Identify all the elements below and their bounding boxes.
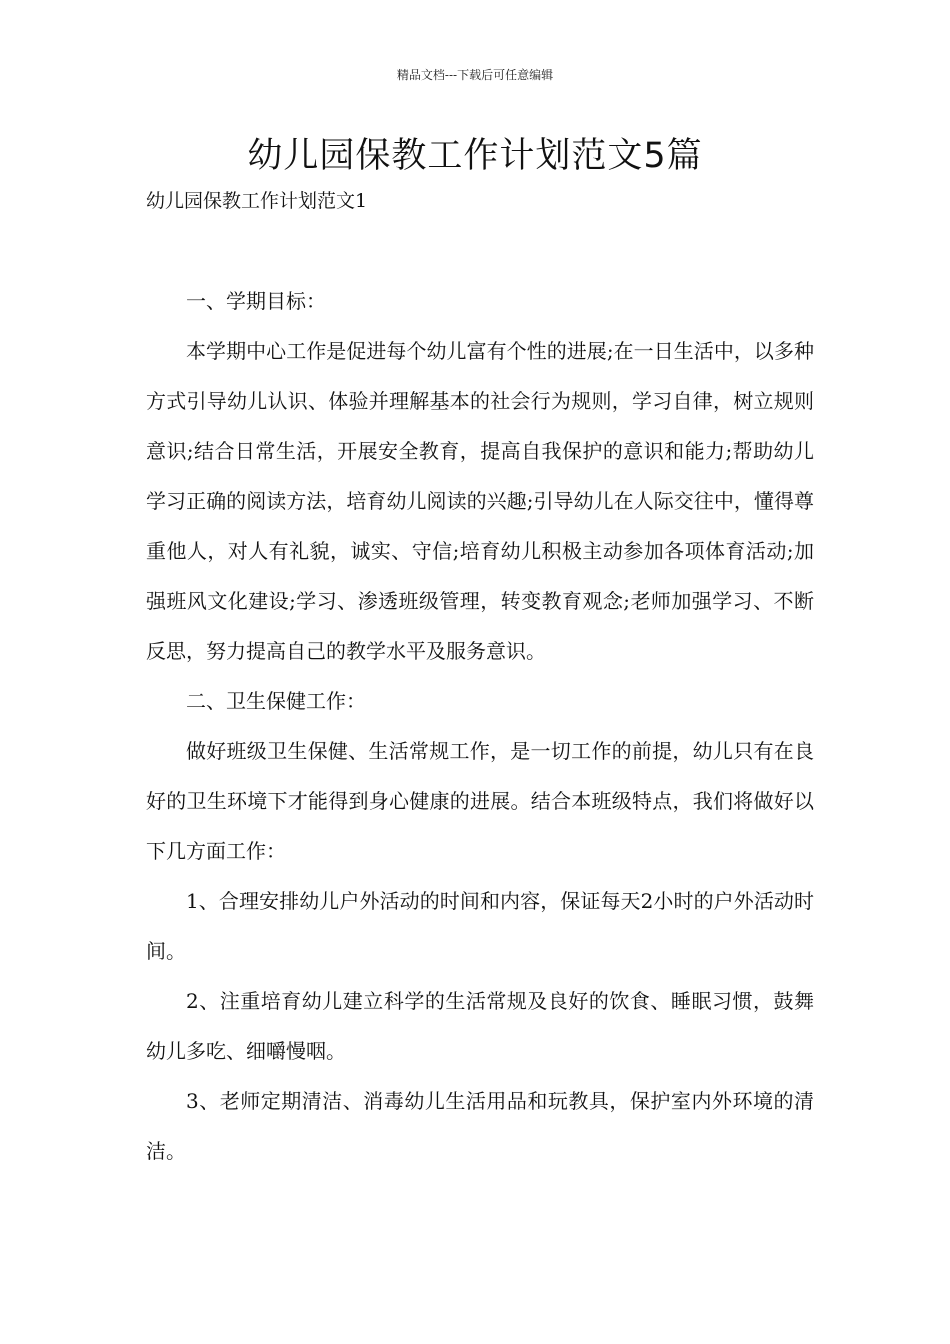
paragraph-hygiene-intro: 做好班级卫生保健、生活常规工作，是一切工作的前提，幼儿只有在良好的卫生环境下才能得到身心健康的进展。结合本班级特点，我们将做好以下几方面工作： [146, 739, 814, 863]
header-note: 精品文档---下载后可任意编辑 [396, 68, 554, 82]
list-item-2: 2、注重培育幼儿建立科学的生活常规及良好的饮食、睡眠习惯，鼓舞幼儿多吃、细嚼慢咽。 [146, 989, 814, 1063]
document-subtitle: 幼儿园保教工作计划范文1 [146, 190, 368, 212]
section-heading-goals: 一、学期目标： [186, 289, 326, 313]
document-title: 幼儿园保教工作计划范文5篇 [247, 136, 703, 176]
document-body [146, 276, 814, 1176]
paragraph-goals: 本学期中心工作是促进每个幼儿富有个性的进展;在一日生活中，以多种方式引导幼儿认识、体验并理解基本的社会行为规则，学习自律，树立规则意识;结合日常生活，开展安全教育，提高自我保护的意识和能力;帮助幼儿学习正确的阅读方法，培育幼儿阅读的兴趣;引导幼儿在人际交往中，懂得尊重他人，对人有礼貌，诚实、守信;培育幼儿积极主动参加各项体育活动;加强班风文化建设;学习、渗透班级管理，转变教育观念;老师加强学习、不断反思，努力提高自己的教学水平及服务意识。 [146, 339, 814, 663]
list-item-3: 3、老师定期清洁、消毒幼儿生活用品和玩教具，保护室内外环境的清洁。 [146, 1089, 814, 1163]
section-heading-hygiene: 二、卫生保健工作： [186, 689, 366, 713]
list-item-1: 1、合理安排幼儿户外活动的时间和内容，保证每天2小时的户外活动时间。 [146, 889, 814, 963]
